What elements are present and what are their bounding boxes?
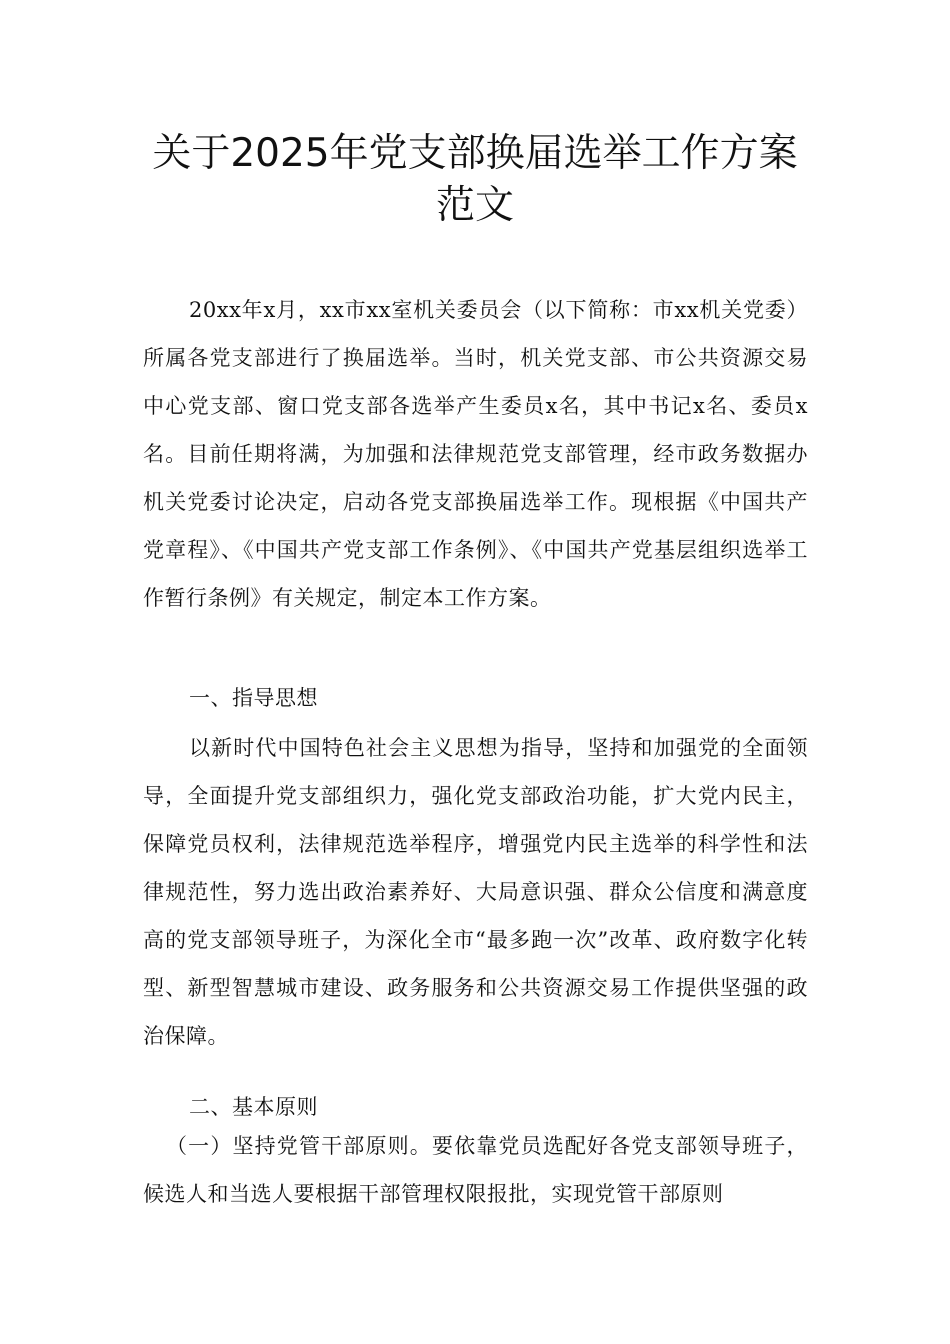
document-title-line-2: 范文 <box>435 183 514 228</box>
section-1-heading: 一、指导思想 <box>189 686 318 710</box>
section-1-paragraph: 以新时代中国特色社会主义思想为指导，坚持和加强党的全面领导，全面提升党支部组织力，强化党支部政治功能，扩大党内民主，保障党员权利，法律规范选举程序，增强党内民主选举的科学性和法律规范性，努力选出政治素养好、大局意识强、群众公信度和满意度高的党支部领导班子，为深化全市“最多跑一次”改革、政府数字化转型、新型智慧城市建设、政务服务和公共资源交易工作提供坚强的政治保障。 <box>143 736 808 1048</box>
section-2-heading: 二、基本原则 <box>189 1095 318 1119</box>
section-2-item-1: （一）坚持党管干部原则。要依靠党员选配好各党支部领导班子，候选人和当选人要根据干部管理权限报批，实现党管干部原则 <box>143 1134 808 1206</box>
intro-paragraph: 20xx年x月，xx市xx室机关委员会（以下简称：市xx机关党委）所属各党支部进行了换届选举。当时，机关党支部、市公共资源交易中心党支部、窗口党支部各选举产生委员x名，其中书记x名、委员x名。目前任期将满，为加强和法律规范党支部管理，经市政务数据办机关党委讨论决定，启动各党支部换届选举工作。现根据《中国共产党章程》、《中国共产党支部工作条例》、《中国共产党基层组织选举工作暂行条例》有关规定，制定本工作方案。 <box>143 298 808 610</box>
document-title-line-1: 关于2025年党支部换届选举工作方案 <box>152 131 798 176</box>
intro-block <box>143 286 808 622</box>
section-1-block <box>143 724 808 1108</box>
section-2-block <box>143 1122 808 1218</box>
